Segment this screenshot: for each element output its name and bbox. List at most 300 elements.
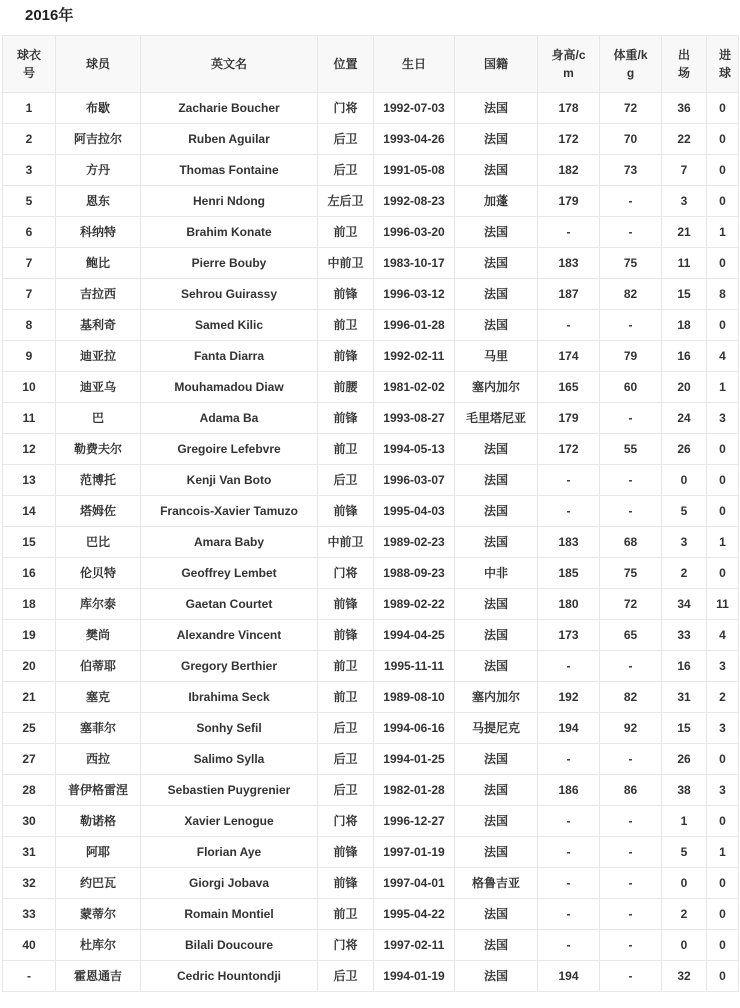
cell-jersey: 25 — [3, 713, 56, 744]
cell-player: 伦贝特 — [56, 558, 141, 589]
table-row — [3, 837, 739, 868]
cell-player: 恩东 — [56, 186, 141, 217]
cell-position: 门将 — [318, 806, 374, 837]
cell-goals: 3 — [707, 403, 739, 434]
cell-player: 蒙蒂尔 — [56, 899, 141, 930]
cell-appearances: 36 — [662, 93, 707, 124]
cell-goals: 0 — [707, 899, 739, 930]
table-row — [3, 186, 739, 217]
cell-weight: - — [600, 744, 662, 775]
cell-appearances: 31 — [662, 682, 707, 713]
cell-jersey: 5 — [3, 186, 56, 217]
cell-jersey: 33 — [3, 899, 56, 930]
cell-jersey: 32 — [3, 868, 56, 899]
cell-height: 192 — [538, 682, 600, 713]
cell-jersey: 6 — [3, 217, 56, 248]
column-header-nationality: 国籍 — [455, 36, 538, 93]
cell-appearances: 18 — [662, 310, 707, 341]
cell-weight: - — [600, 465, 662, 496]
cell-appearances: 15 — [662, 279, 707, 310]
cell-weight: - — [600, 868, 662, 899]
cell-player: 迪亚拉 — [56, 341, 141, 372]
cell-height: 186 — [538, 775, 600, 806]
cell-weight: 75 — [600, 558, 662, 589]
cell-appearances: 22 — [662, 124, 707, 155]
cell-height: - — [538, 899, 600, 930]
cell-player: 勒费夫尔 — [56, 434, 141, 465]
table-row — [3, 558, 739, 589]
cell-goals: 0 — [707, 558, 739, 589]
cell-english_name: Bilali Doucoure — [141, 930, 318, 961]
cell-appearances: 15 — [662, 713, 707, 744]
cell-appearances: 5 — [662, 496, 707, 527]
cell-english_name: Thomas Fontaine — [141, 155, 318, 186]
cell-goals: 1 — [707, 837, 739, 868]
cell-nationality: 法国 — [455, 217, 538, 248]
cell-nationality: 法国 — [455, 465, 538, 496]
cell-jersey: - — [3, 961, 56, 992]
cell-player: 阿耶 — [56, 837, 141, 868]
table-row — [3, 496, 739, 527]
cell-player: 约巴瓦 — [56, 868, 141, 899]
column-header-goals: 进球 — [707, 36, 739, 93]
cell-english_name: Gregoire Lefebvre — [141, 434, 318, 465]
cell-nationality: 法国 — [455, 155, 538, 186]
squad-table — [2, 35, 739, 992]
cell-english_name: Alexandre Vincent — [141, 620, 318, 651]
cell-english_name: Giorgi Jobava — [141, 868, 318, 899]
cell-appearances: 5 — [662, 837, 707, 868]
cell-player: 塞克 — [56, 682, 141, 713]
cell-birthday: 1981-02-02 — [374, 372, 455, 403]
cell-position: 中前卫 — [318, 248, 374, 279]
cell-height: - — [538, 496, 600, 527]
cell-goals: 0 — [707, 961, 739, 992]
cell-jersey: 31 — [3, 837, 56, 868]
table-row — [3, 930, 739, 961]
cell-jersey: 27 — [3, 744, 56, 775]
table-row — [3, 372, 739, 403]
cell-nationality: 法国 — [455, 496, 538, 527]
cell-weight: - — [600, 930, 662, 961]
cell-english_name: Fanta Diarra — [141, 341, 318, 372]
cell-weight: 60 — [600, 372, 662, 403]
cell-english_name: Gaetan Courtet — [141, 589, 318, 620]
table-row — [3, 775, 739, 806]
cell-goals: 2 — [707, 682, 739, 713]
cell-birthday: 1997-01-19 — [374, 837, 455, 868]
cell-player: 塔姆佐 — [56, 496, 141, 527]
cell-jersey: 12 — [3, 434, 56, 465]
cell-jersey: 10 — [3, 372, 56, 403]
table-row — [3, 899, 739, 930]
cell-nationality: 法国 — [455, 744, 538, 775]
cell-weight: 75 — [600, 248, 662, 279]
cell-nationality: 法国 — [455, 806, 538, 837]
cell-goals: 1 — [707, 527, 739, 558]
cell-player: 霍恩通吉 — [56, 961, 141, 992]
cell-jersey: 15 — [3, 527, 56, 558]
cell-birthday: 1992-07-03 — [374, 93, 455, 124]
table-row — [3, 868, 739, 899]
cell-goals: 0 — [707, 186, 739, 217]
column-header-weight: 体重/kg — [600, 36, 662, 93]
cell-weight: 82 — [600, 279, 662, 310]
cell-appearances: 0 — [662, 930, 707, 961]
cell-jersey: 9 — [3, 341, 56, 372]
cell-jersey: 30 — [3, 806, 56, 837]
cell-jersey: 19 — [3, 620, 56, 651]
cell-height: 187 — [538, 279, 600, 310]
cell-english_name: Cedric Hountondji — [141, 961, 318, 992]
cell-jersey: 40 — [3, 930, 56, 961]
cell-position: 后卫 — [318, 775, 374, 806]
cell-goals: 0 — [707, 248, 739, 279]
cell-weight: - — [600, 403, 662, 434]
cell-birthday: 1995-04-03 — [374, 496, 455, 527]
cell-player: 鲍比 — [56, 248, 141, 279]
cell-nationality: 法国 — [455, 837, 538, 868]
cell-appearances: 1 — [662, 806, 707, 837]
cell-height: - — [538, 217, 600, 248]
cell-jersey: 13 — [3, 465, 56, 496]
cell-position: 前锋 — [318, 403, 374, 434]
cell-birthday: 1994-01-25 — [374, 744, 455, 775]
cell-height: - — [538, 651, 600, 682]
cell-english_name: Ibrahima Seck — [141, 682, 318, 713]
cell-nationality: 法国 — [455, 248, 538, 279]
cell-height: - — [538, 806, 600, 837]
cell-weight: - — [600, 217, 662, 248]
cell-position: 后卫 — [318, 961, 374, 992]
cell-position: 前腰 — [318, 372, 374, 403]
cell-player: 伯蒂耶 — [56, 651, 141, 682]
cell-nationality: 法国 — [455, 651, 538, 682]
cell-english_name: Francois-Xavier Tamuzo — [141, 496, 318, 527]
cell-english_name: Salimo Sylla — [141, 744, 318, 775]
cell-birthday: 1996-12-27 — [374, 806, 455, 837]
cell-player: 科纳特 — [56, 217, 141, 248]
table-row — [3, 124, 739, 155]
cell-appearances: 7 — [662, 155, 707, 186]
cell-height: 178 — [538, 93, 600, 124]
cell-position: 前锋 — [318, 837, 374, 868]
cell-nationality: 马里 — [455, 341, 538, 372]
cell-english_name: Sonhy Sefil — [141, 713, 318, 744]
cell-goals: 0 — [707, 744, 739, 775]
cell-nationality: 法国 — [455, 775, 538, 806]
cell-birthday: 1994-04-25 — [374, 620, 455, 651]
cell-birthday: 1991-05-08 — [374, 155, 455, 186]
cell-english_name: Adama Ba — [141, 403, 318, 434]
cell-weight: - — [600, 310, 662, 341]
cell-height: 194 — [538, 713, 600, 744]
cell-english_name: Henri Ndong — [141, 186, 318, 217]
table-row — [3, 806, 739, 837]
cell-appearances: 24 — [662, 403, 707, 434]
cell-goals: 11 — [707, 589, 739, 620]
cell-position: 前卫 — [318, 651, 374, 682]
cell-weight: 73 — [600, 155, 662, 186]
cell-jersey: 14 — [3, 496, 56, 527]
cell-player: 库尔泰 — [56, 589, 141, 620]
cell-english_name: Brahim Konate — [141, 217, 318, 248]
table-row — [3, 744, 739, 775]
cell-height: 180 — [538, 589, 600, 620]
cell-birthday: 1997-04-01 — [374, 868, 455, 899]
cell-player: 西拉 — [56, 744, 141, 775]
cell-birthday: 1993-04-26 — [374, 124, 455, 155]
cell-goals: 3 — [707, 775, 739, 806]
cell-position: 前卫 — [318, 682, 374, 713]
cell-height: - — [538, 868, 600, 899]
cell-english_name: Mouhamadou Diaw — [141, 372, 318, 403]
cell-birthday: 1996-03-07 — [374, 465, 455, 496]
cell-nationality: 马提尼克 — [455, 713, 538, 744]
table-row — [3, 651, 739, 682]
table-row — [3, 279, 739, 310]
table-row — [3, 403, 739, 434]
cell-player: 吉拉西 — [56, 279, 141, 310]
column-header-height: 身高/cm — [538, 36, 600, 93]
cell-appearances: 34 — [662, 589, 707, 620]
cell-goals: 0 — [707, 868, 739, 899]
cell-english_name: Geoffrey Lembet — [141, 558, 318, 589]
cell-english_name: Gregory Berthier — [141, 651, 318, 682]
cell-height: 183 — [538, 248, 600, 279]
cell-position: 前锋 — [318, 496, 374, 527]
cell-goals: 3 — [707, 713, 739, 744]
cell-goals: 1 — [707, 372, 739, 403]
cell-english_name: Xavier Lenogue — [141, 806, 318, 837]
cell-height: 185 — [538, 558, 600, 589]
cell-nationality: 格鲁吉亚 — [455, 868, 538, 899]
cell-height: 183 — [538, 527, 600, 558]
cell-appearances: 0 — [662, 868, 707, 899]
cell-nationality: 中非 — [455, 558, 538, 589]
table-row — [3, 341, 739, 372]
cell-position: 后卫 — [318, 124, 374, 155]
cell-english_name: Zacharie Boucher — [141, 93, 318, 124]
cell-weight: 79 — [600, 341, 662, 372]
squad-table-body — [3, 93, 739, 992]
cell-jersey: 7 — [3, 248, 56, 279]
cell-weight: - — [600, 496, 662, 527]
cell-nationality: 法国 — [455, 589, 538, 620]
cell-birthday: 1993-08-27 — [374, 403, 455, 434]
cell-nationality: 法国 — [455, 93, 538, 124]
cell-weight: 70 — [600, 124, 662, 155]
cell-position: 前卫 — [318, 217, 374, 248]
table-row — [3, 620, 739, 651]
table-row — [3, 310, 739, 341]
table-row — [3, 465, 739, 496]
table-row — [3, 434, 739, 465]
cell-position: 后卫 — [318, 155, 374, 186]
cell-nationality: 法国 — [455, 961, 538, 992]
cell-weight: - — [600, 961, 662, 992]
cell-english_name: Amara Baby — [141, 527, 318, 558]
cell-position: 后卫 — [318, 465, 374, 496]
cell-nationality: 法国 — [455, 279, 538, 310]
cell-appearances: 0 — [662, 465, 707, 496]
cell-jersey: 11 — [3, 403, 56, 434]
cell-appearances: 32 — [662, 961, 707, 992]
cell-birthday: 1982-01-28 — [374, 775, 455, 806]
column-header-player: 球员 — [56, 36, 141, 93]
cell-jersey: 20 — [3, 651, 56, 682]
cell-birthday: 1996-03-12 — [374, 279, 455, 310]
table-row — [3, 217, 739, 248]
cell-birthday: 1989-02-23 — [374, 527, 455, 558]
cell-goals: 0 — [707, 93, 739, 124]
cell-position: 左后卫 — [318, 186, 374, 217]
table-row — [3, 589, 739, 620]
cell-goals: 1 — [707, 217, 739, 248]
cell-birthday: 1995-11-11 — [374, 651, 455, 682]
cell-position: 前卫 — [318, 434, 374, 465]
squad-table-header — [3, 36, 739, 93]
cell-jersey: 18 — [3, 589, 56, 620]
cell-nationality: 法国 — [455, 310, 538, 341]
cell-nationality: 法国 — [455, 620, 538, 651]
cell-appearances: 11 — [662, 248, 707, 279]
cell-position: 前锋 — [318, 341, 374, 372]
cell-position: 后卫 — [318, 713, 374, 744]
cell-player: 塞菲尔 — [56, 713, 141, 744]
cell-appearances: 21 — [662, 217, 707, 248]
cell-appearances: 2 — [662, 558, 707, 589]
cell-appearances: 3 — [662, 527, 707, 558]
cell-appearances: 16 — [662, 651, 707, 682]
cell-position: 后卫 — [318, 744, 374, 775]
cell-english_name: Romain Montiel — [141, 899, 318, 930]
cell-appearances: 2 — [662, 899, 707, 930]
cell-birthday: 1996-03-20 — [374, 217, 455, 248]
cell-weight: 68 — [600, 527, 662, 558]
cell-weight: - — [600, 651, 662, 682]
cell-position: 中前卫 — [318, 527, 374, 558]
cell-height: - — [538, 837, 600, 868]
cell-height: 179 — [538, 403, 600, 434]
cell-position: 门将 — [318, 558, 374, 589]
cell-weight: 72 — [600, 93, 662, 124]
table-row — [3, 713, 739, 744]
cell-nationality: 法国 — [455, 527, 538, 558]
cell-height: 165 — [538, 372, 600, 403]
cell-birthday: 1989-08-10 — [374, 682, 455, 713]
column-header-appearances: 出场 — [662, 36, 707, 93]
cell-position: 前锋 — [318, 620, 374, 651]
cell-player: 基利奇 — [56, 310, 141, 341]
cell-appearances: 3 — [662, 186, 707, 217]
cell-jersey: 7 — [3, 279, 56, 310]
cell-english_name: Sebastien Puygrenier — [141, 775, 318, 806]
cell-height: 173 — [538, 620, 600, 651]
cell-height: 194 — [538, 961, 600, 992]
cell-height: - — [538, 930, 600, 961]
cell-appearances: 16 — [662, 341, 707, 372]
cell-position: 门将 — [318, 930, 374, 961]
cell-jersey: 2 — [3, 124, 56, 155]
cell-weight: 65 — [600, 620, 662, 651]
cell-height: 182 — [538, 155, 600, 186]
cell-birthday: 1994-05-13 — [374, 434, 455, 465]
cell-weight: - — [600, 806, 662, 837]
table-row — [3, 682, 739, 713]
cell-player: 杜库尔 — [56, 930, 141, 961]
cell-appearances: 33 — [662, 620, 707, 651]
cell-player: 普伊格雷涅 — [56, 775, 141, 806]
table-row — [3, 155, 739, 186]
cell-position: 前卫 — [318, 899, 374, 930]
cell-goals: 3 — [707, 651, 739, 682]
table-row — [3, 527, 739, 558]
cell-birthday: 1994-06-16 — [374, 713, 455, 744]
cell-player: 范博托 — [56, 465, 141, 496]
cell-goals: 0 — [707, 806, 739, 837]
page-title: 2016年 — [25, 7, 74, 24]
cell-english_name: Sehrou Guirassy — [141, 279, 318, 310]
column-header-birthday: 生日 — [374, 36, 455, 93]
cell-birthday: 1992-02-11 — [374, 341, 455, 372]
cell-nationality: 塞内加尔 — [455, 682, 538, 713]
cell-player: 巴比 — [56, 527, 141, 558]
table-row — [3, 961, 739, 992]
cell-goals: 8 — [707, 279, 739, 310]
cell-nationality: 毛里塔尼亚 — [455, 403, 538, 434]
cell-appearances: 26 — [662, 744, 707, 775]
cell-weight: 55 — [600, 434, 662, 465]
table-row — [3, 248, 739, 279]
cell-goals: 0 — [707, 496, 739, 527]
cell-nationality: 法国 — [455, 124, 538, 155]
cell-height: 172 — [538, 434, 600, 465]
cell-height: 179 — [538, 186, 600, 217]
cell-height: - — [538, 744, 600, 775]
cell-nationality: 法国 — [455, 434, 538, 465]
cell-jersey: 16 — [3, 558, 56, 589]
cell-height: 174 — [538, 341, 600, 372]
cell-english_name: Florian Aye — [141, 837, 318, 868]
column-header-position: 位置 — [318, 36, 374, 93]
cell-birthday: 1988-09-23 — [374, 558, 455, 589]
cell-position: 前锋 — [318, 868, 374, 899]
cell-birthday: 1994-01-19 — [374, 961, 455, 992]
cell-birthday: 1983-10-17 — [374, 248, 455, 279]
cell-position: 门将 — [318, 93, 374, 124]
cell-player: 布歇 — [56, 93, 141, 124]
cell-birthday: 1989-02-22 — [374, 589, 455, 620]
cell-position: 前锋 — [318, 279, 374, 310]
cell-birthday: 1997-02-11 — [374, 930, 455, 961]
cell-goals: 0 — [707, 930, 739, 961]
cell-jersey: 8 — [3, 310, 56, 341]
cell-nationality: 法国 — [455, 930, 538, 961]
cell-appearances: 26 — [662, 434, 707, 465]
cell-weight: 72 — [600, 589, 662, 620]
cell-english_name: Kenji Van Boto — [141, 465, 318, 496]
cell-english_name: Samed Kilic — [141, 310, 318, 341]
cell-position: 前锋 — [318, 589, 374, 620]
header-row — [3, 36, 739, 93]
cell-english_name: Pierre Bouby — [141, 248, 318, 279]
cell-player: 樊尚 — [56, 620, 141, 651]
cell-height: - — [538, 310, 600, 341]
cell-goals: 0 — [707, 434, 739, 465]
cell-player: 勒诺格 — [56, 806, 141, 837]
cell-jersey: 28 — [3, 775, 56, 806]
